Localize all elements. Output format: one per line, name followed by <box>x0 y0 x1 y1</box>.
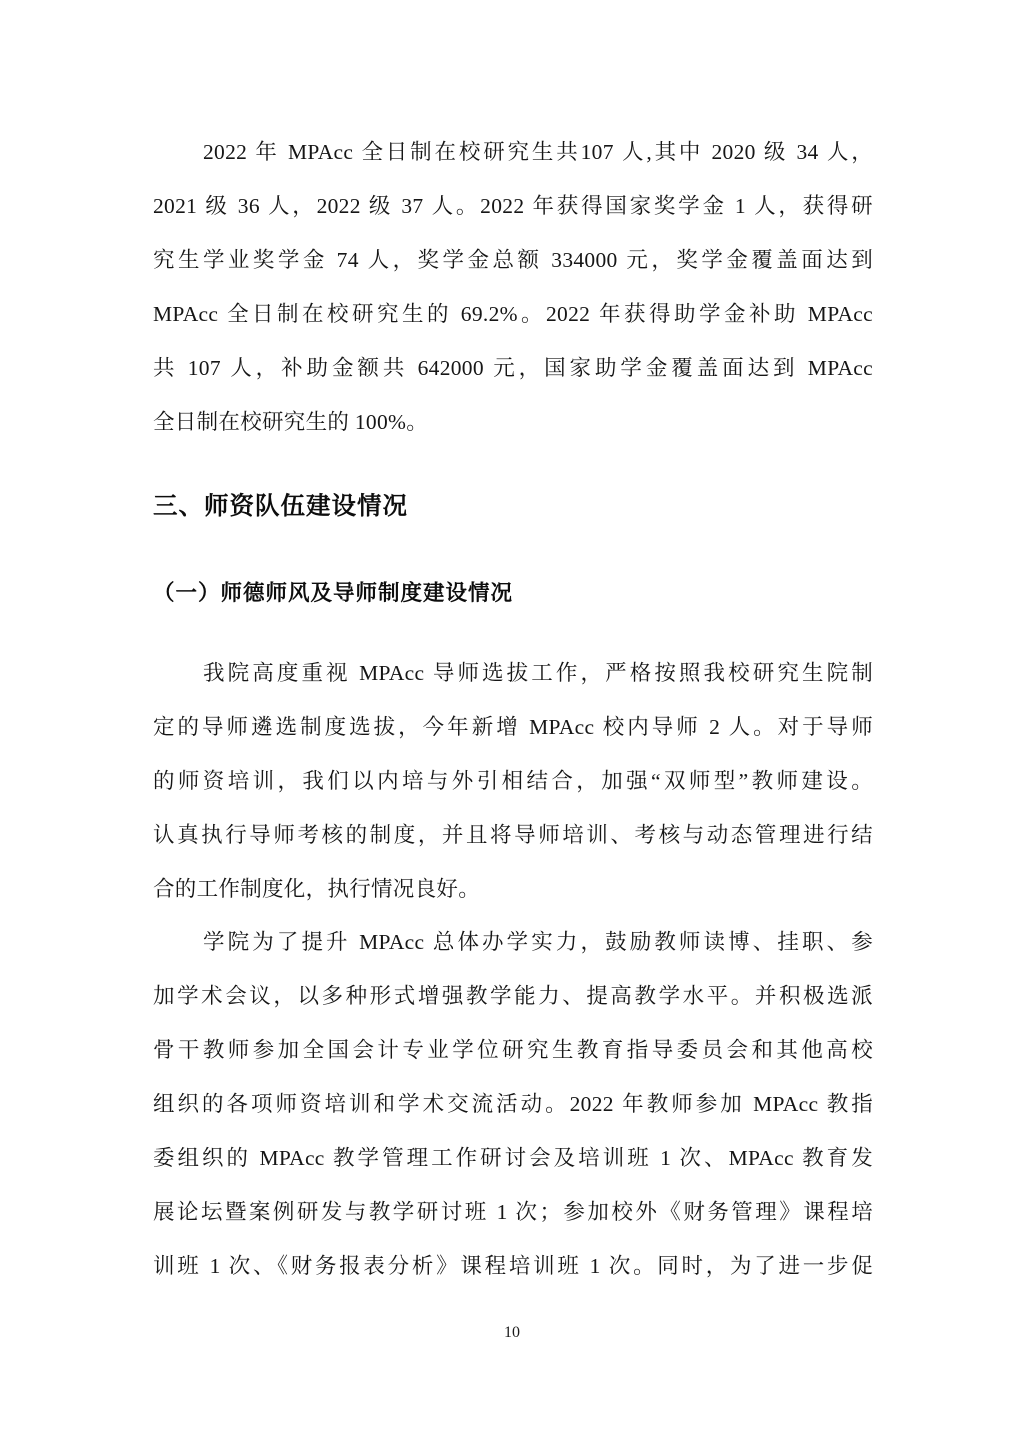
text-line: 认真执行导师考核的制度，并且将导师培训、考核与动态管理进行结 <box>153 823 873 847</box>
text-line: 2022 年 MPAcc 全日制在校研究生共107 人,其中 2020 级 34 人， <box>203 140 873 164</box>
text-line: 骨干教师参加全国会计专业学位研究生教育指导委员会和其他高校 <box>153 1038 873 1062</box>
text-line: 全日制在校研究生的 100%。 <box>153 410 429 434</box>
text-line: 展论坛暨案例研发与教学研讨班 1 次；参加校外《财务管理》课程培 <box>153 1200 873 1224</box>
sub-heading: （一）师德师风及导师制度建设情况 <box>153 581 514 605</box>
paragraph-mentor-system <box>153 646 873 916</box>
text-line: MPAcc 全日制在校研究生的 69.2%。2022 年获得助学金补助 MPAcc <box>153 302 873 326</box>
text-line: 究生学业奖学金 74 人，奖学金总额 334000 元，奖学金覆盖面达到 <box>153 248 873 272</box>
text-line: 训班 1 次、《财务报表分析》课程培训班 1 次。同时，为了进一步促 <box>153 1254 873 1278</box>
page-number: 10 <box>504 1324 520 1341</box>
text-line: 合的工作制度化，执行情况良好。 <box>153 877 481 901</box>
text-line: 委组织的 MPAcc 教学管理工作研讨会及培训班 1 次、MPAcc 教育发 <box>153 1146 873 1170</box>
section-heading: 三、师资队伍建设情况 <box>153 493 408 520</box>
text-line: 我院高度重视 MPAcc 导师选拔工作，严格按照我校研究生院制 <box>203 661 873 685</box>
text-line: 的师资培训，我们以内培与外引相结合，加强“双师型”教师建设。 <box>153 769 873 793</box>
paragraph-scholarship <box>153 125 873 449</box>
text-line: 2021 级 36 人，2022 级 37 人。2022 年获得国家奖学金 1 人，获得研 <box>153 194 873 218</box>
text-line: 学院为了提升 MPAcc 总体办学实力，鼓励教师读博、挂职、参 <box>203 930 873 954</box>
paragraph-faculty-training <box>153 915 873 1293</box>
text-line: 加学术会议，以多种形式增强教学能力、提高教学水平。并积极选派 <box>153 984 873 1008</box>
text-line: 共 107 人，补助金额共 642000 元，国家助学金覆盖面达到 MPAcc <box>153 356 873 380</box>
text-line: 定的导师遴选制度选拔，今年新增 MPAcc 校内导师 2 人。对于导师 <box>153 715 873 739</box>
text-line: 组织的各项师资培训和学术交流活动。2022 年教师参加 MPAcc 教指 <box>153 1092 873 1116</box>
